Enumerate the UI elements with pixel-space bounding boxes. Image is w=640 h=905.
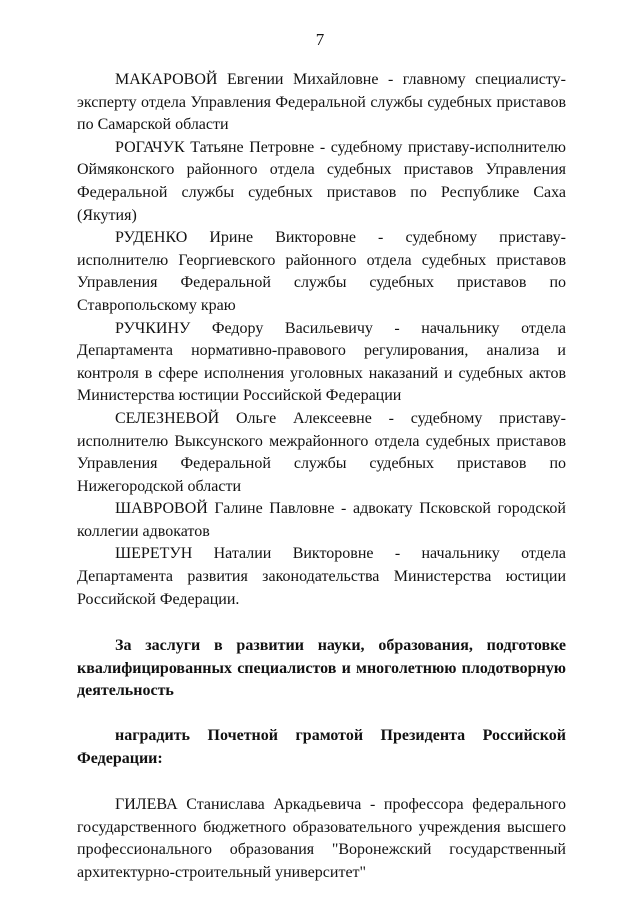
section-spacer (77, 770, 566, 794)
award-entry (77, 227, 566, 317)
recipient-details: Станислава Аркадьевича - профессора федерального государственного бюджетного образовательного учреждения высшего профессионального образования "Воронежский государственный архитектурно-строительный университет" (77, 796, 566, 881)
merit-heading: За заслуги в развитии науки, образования, подготовке квалифицированных специалистов и многолетнюю плодотворную деятельность (77, 637, 566, 700)
award-entry (77, 69, 566, 137)
award-heading: наградить Почетной грамотой Президента Российской Федерации: (77, 727, 566, 767)
recipient-details: Федору Васильевичу - начальнику отдела Департамента нормативно-правового регулирования, анализа и контроля в сфере исполнения уголовных наказаний и судебных актов Министерства юстиции Российской Федерации (77, 319, 566, 405)
recipient-details: Ольге Алексеевне - судебному приставу-исполнителю Выксунского межрайонного отдела судебных приставов Управления Федеральной службы судебных приставов по Нижегородской области (77, 409, 566, 495)
award-entry (77, 318, 566, 408)
award-entry (77, 543, 566, 611)
page-number: 7 (315, 30, 325, 49)
award-entry (77, 498, 566, 543)
recipient-surname: СЕЛЕЗНЕВОЙ (115, 409, 220, 427)
recipient-details: Наталии Викторовне - начальнику отдела Департамента развития законодательства Министерства юстиции Российской Федерации. (77, 545, 566, 608)
section-spacer (77, 703, 566, 725)
recipient-details: Евгении Михайловне - главному специалисту-эксперту отдела Управления Федеральной службы судебных приставов по Самарской области (77, 71, 566, 134)
recipient-surname: МАКАРОВОЙ (115, 71, 218, 88)
award-entry (77, 137, 566, 227)
section-spacer (77, 611, 566, 635)
recipient-surname: ШЕРЕТУН (115, 545, 193, 563)
award-entry (77, 408, 566, 498)
recipient-details: Татьяне Петровне - судебному приставу-исполнителю Оймяконского районного отдела судебных приставов Управления Федеральной службы судебных приставов по Республике Саха (Якутия) (77, 138, 566, 224)
recipient-details: Ирине Викторовне - судебному приставу-исполнителю Георгиевского районного отдела судебных приставов Управления Федеральной службы судебных приставов по Ставропольскому краю (77, 229, 566, 314)
recipient-surname: РУЧКИНУ (115, 319, 191, 337)
document-body (77, 69, 566, 885)
recipient-surname: ГИЛЕВА (115, 796, 178, 814)
recipient-surname: РОГАЧУК (115, 138, 185, 156)
recipient-surname: РУДЕНКО (115, 229, 188, 247)
recipient-details: Галине Павловне - адвокату Псковской городской коллегии адвокатов (77, 500, 566, 540)
recipient-surname: ШАВРОВОЙ (115, 500, 208, 518)
award-entry (77, 794, 566, 884)
